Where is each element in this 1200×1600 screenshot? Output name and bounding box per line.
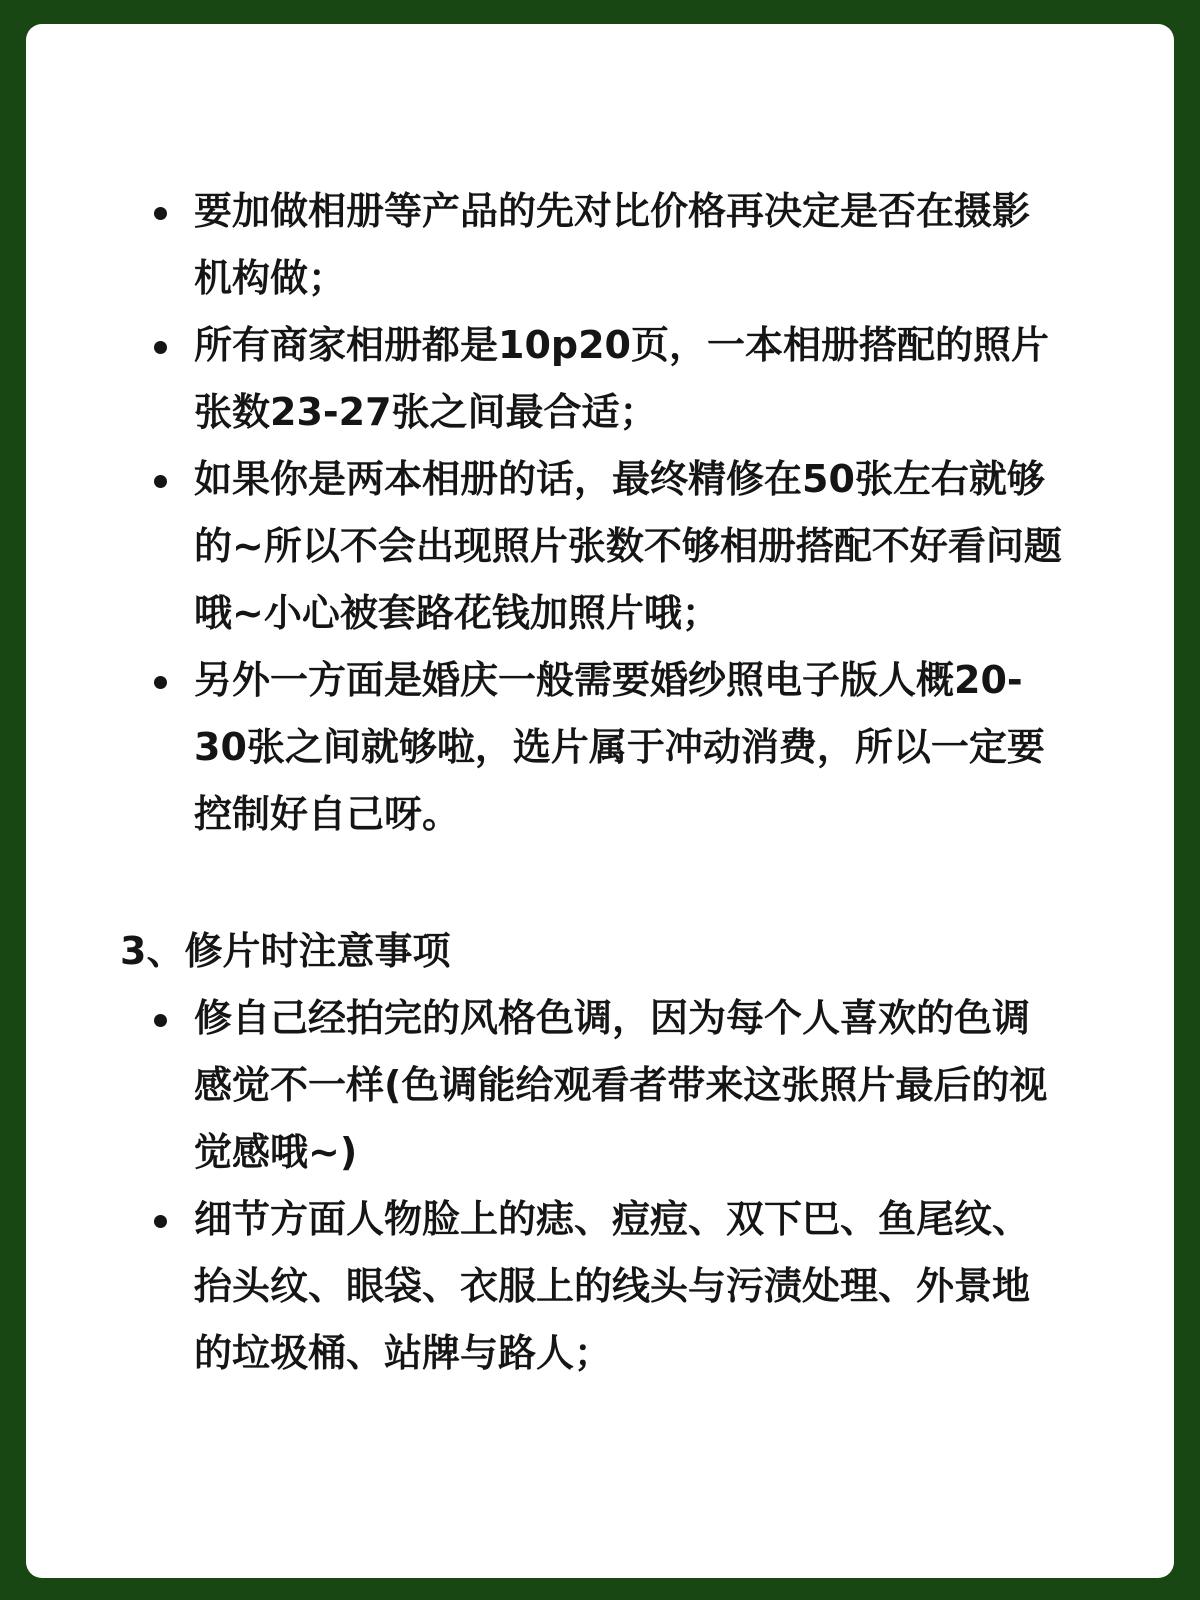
bullet-dot-icon [154,1014,167,1027]
list-item [26,647,1174,848]
list-item-text: 要加做相册等产品的先对比价格再决定是否在摄影机构做； [194,189,1031,300]
list-item-text: 修自己经拍完的风格色调，因为每个人喜欢的色调感觉不一样(色调能给观看者带来这张照片最后的视觉感哦~) [194,996,1048,1174]
bullet-dot-icon [154,207,167,220]
section-heading: 3、修片时注意事项 [120,929,451,973]
article-body [26,178,1174,1387]
list-item-text: 细节方面人物脸上的痣、痘痘、双下巴、鱼尾纹、抬头纹、眼袋、衣服上的线头与污渍处理、外景地的垃圾桶、站牌与路人； [194,1197,1031,1375]
list-item [26,178,1174,312]
section-spacer [26,848,1174,918]
list-item [26,446,1174,647]
list-item-text: 如果你是两本相册的话，最终精修在50张左右就够的~所以不会出现照片张数不够相册搭配不好看问题哦~小心被套路花钱加照片哦； [194,457,1062,635]
bullet-dot-icon [154,341,167,354]
section3-bullet-list [26,985,1174,1387]
top-bullet-list [26,178,1174,848]
list-item [26,312,1174,446]
bullet-dot-icon [154,475,167,488]
bullet-dot-icon [154,676,167,689]
list-item-text: 另外一方面是婚庆一般需要婚纱照电子版人概20-30张之间就够啦，选片属于冲动消费，所以一定要控制好自己呀。 [194,658,1045,836]
content-card [26,24,1174,1578]
bullet-dot-icon [154,1215,167,1228]
list-item-text: 所有商家相册都是10p20页，一本相册搭配的照片张数23-27张之间最合适； [194,323,1049,434]
list-item [26,985,1174,1186]
list-item [26,1186,1174,1387]
